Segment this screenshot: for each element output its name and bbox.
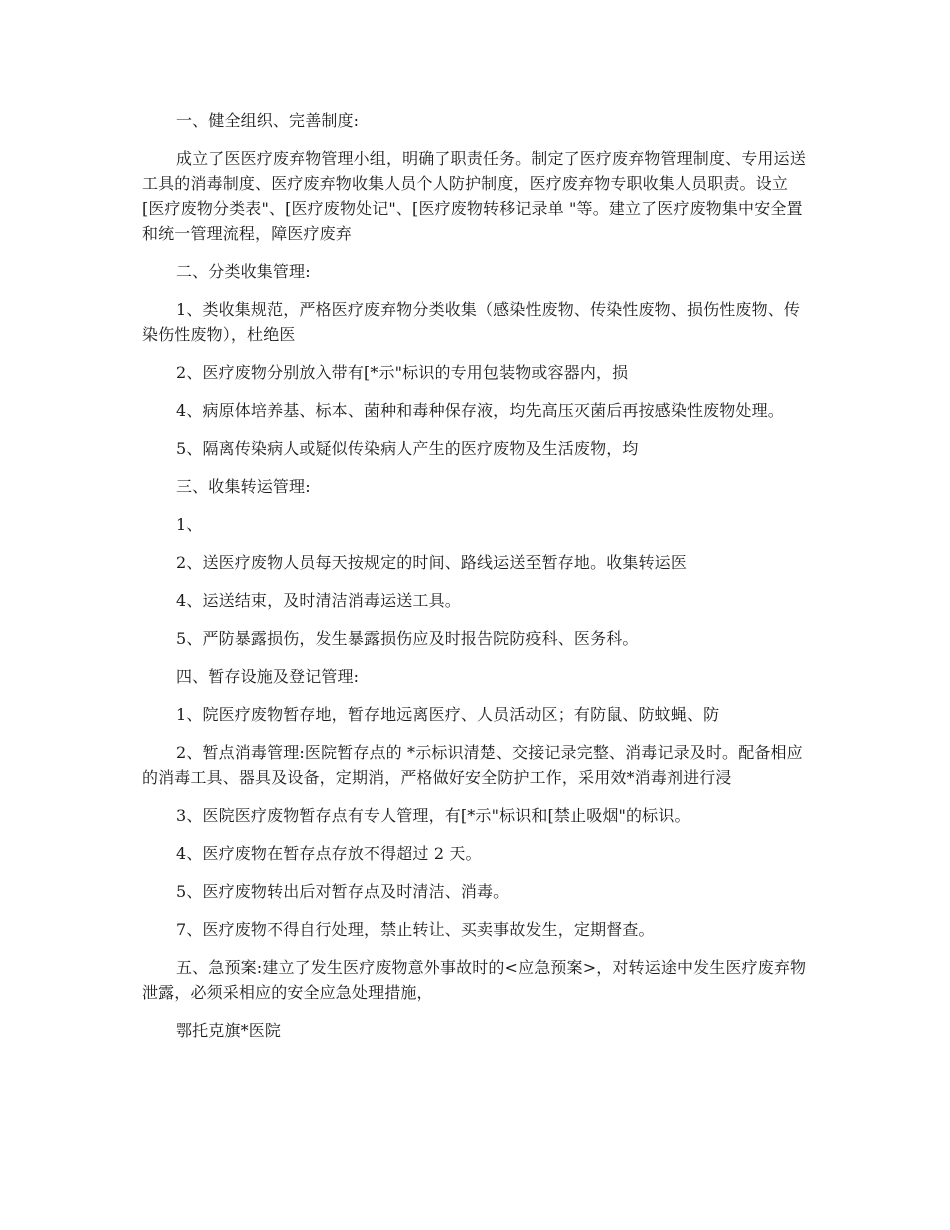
list-item: 4、病原体培养基、标本、菌种和毒种保存液，均先高压灭菌后再按感染性废物处理。 [176, 401, 784, 420]
heading-3: 三、收集转运管理: [176, 477, 311, 496]
signature-line: 鄂托克旗*医院 [176, 1021, 282, 1040]
list-item: 1、 [176, 515, 203, 534]
list-item: 7、医疗废物不得自行处理，禁止转让、买卖事故发生，定期督查。 [176, 920, 655, 939]
list-item: 1、院医疗废物暂存地，暂存地远离医疗、人员活动区；有防鼠、防蚊蝇、防 [176, 705, 720, 724]
heading-4: 四、暂存设施及登记管理: [176, 667, 360, 686]
heading-2: 二、分类收集管理: [176, 262, 311, 281]
paragraph: 成立了医医疗废弃物管理小组，明确了职责任务。制定了医疗废弃物管理制度、专用运送工具的消毒制度、医疗废弃物收集人员个人防护制度，医疗废弃物专职收集人员职责。设立 [医疗废物分类表"、[医疗废物处记"、[医疗废物转移记录单 "等。建立了医疗废物集中安全置和统一管理流程，障医疗废弃 [142, 149, 806, 243]
list-item: 4、医疗废物在暂存点存放不得超过 2 天。 [176, 844, 482, 863]
heading-1: 一、健全组织、完善制度: [176, 111, 360, 130]
list-item: 5、隔离传染病人或疑似传染病人产生的医疗废物及生活废物，均 [176, 439, 639, 458]
list-item: 1、类收集规范，严格医疗废弃物分类收集（感染性废物、传染性废物、损伤性废物、传染伤性废物），杜绝医 [142, 300, 801, 344]
list-item: 5、医疗废物转出后对暂存点及时清洁、消毒。 [176, 882, 510, 901]
list-item: 4、运送结束，及时清洁消毒运送工具。 [176, 591, 461, 610]
heading-5: 五、急预案:建立了发生医疗废物意外事故时的<应急预案>，对转运途中发生医疗废弃物泄露，必须采相应的安全应急处理措施， [142, 958, 807, 1002]
document-body [142, 108, 810, 1056]
list-item: 5、严防暴露损伤，发生暴露损伤应及时报告院防疫科、医务科。 [176, 629, 639, 648]
list-item: 2、送医疗废物人员每天按规定的时间、路线运送至暂存地。收集转运医 [176, 553, 687, 572]
list-item: 3、医院医疗废物暂存点有专人管理，有[*示"标识和[禁止吸烟"的标识。 [176, 806, 691, 825]
list-item: 2、暂点消毒管理:医院暂存点的 *示标识清楚、交接记录完整、消毒记录及时。配备相应的消毒工具、器具及设备，定期消，严格做好安全防护工作，采用效*消毒剂进行浸 [142, 743, 803, 787]
list-item: 2、医疗废物分别放入带有[*示"标识的专用包装物或容器内，损 [176, 363, 629, 382]
